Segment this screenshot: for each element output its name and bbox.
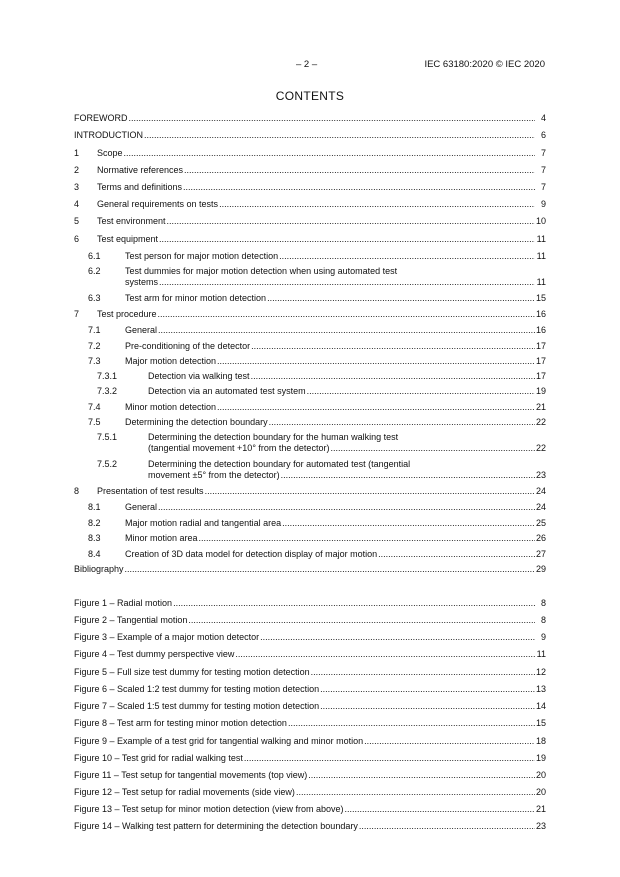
dot-leader [267, 293, 535, 304]
toc-entry[interactable] [74, 216, 546, 227]
dot-leader [158, 309, 535, 320]
dot-leader [183, 182, 535, 193]
toc-line [74, 615, 546, 626]
entry-page: 17 [535, 371, 546, 381]
entry-title: Detection via walking test [148, 371, 250, 381]
toc-entry[interactable] [74, 518, 546, 529]
entry-title: Figure 13 – Test setup for minor motion detection (view from above) [74, 804, 344, 814]
entry-page: 25 [535, 518, 546, 528]
toc-entry[interactable] [74, 251, 546, 262]
entry-title: Figure 1 – Radial motion [74, 598, 173, 608]
dot-leader [307, 386, 535, 397]
entry-title: Figure 8 – Test arm for testing minor motion detection [74, 718, 287, 728]
dot-leader [124, 148, 535, 159]
page-header [0, 59, 620, 73]
toc-entry[interactable] [74, 113, 546, 124]
dot-leader [159, 234, 535, 245]
toc-entry[interactable] [74, 325, 546, 336]
entry-page: 22 [535, 443, 546, 453]
toc-line [74, 417, 546, 428]
entry-number: 7.5.1 [97, 432, 118, 442]
toc-line [74, 502, 546, 513]
entry-title: Test environment [97, 216, 166, 226]
entry-title: Figure 2 – Tangential motion [74, 615, 188, 625]
entry-page: 8 [540, 615, 546, 625]
entry-title: Figure 12 – Test setup for radial movements (side view) [74, 787, 295, 797]
figure-entry[interactable] [74, 804, 546, 815]
entry-page: 23 [535, 821, 546, 831]
entry-title: Determining the detection boundary [125, 417, 268, 427]
figure-entry[interactable] [74, 649, 546, 660]
entry-title: (tangential movement +10° from the detector) [148, 443, 330, 453]
dot-leader [158, 502, 535, 513]
figure-entry[interactable] [74, 598, 546, 609]
toc-line [74, 533, 546, 544]
entry-page: 16 [535, 325, 546, 335]
toc-entry[interactable] [74, 199, 546, 210]
dot-leader [320, 701, 535, 712]
dot-leader [167, 216, 535, 227]
dot-leader [269, 417, 535, 428]
dot-leader [205, 486, 535, 497]
dot-leader [320, 684, 535, 695]
entry-number: 6.3 [88, 293, 101, 303]
entry-title: Test equipment [97, 234, 159, 244]
entry-number: 7.3 [88, 356, 101, 366]
toc-line [74, 216, 546, 227]
entry-page: 16 [535, 309, 546, 319]
dot-leader [173, 598, 535, 609]
toc-entry[interactable] [74, 266, 546, 288]
toc-entry[interactable] [74, 533, 546, 544]
toc-line [74, 821, 546, 832]
entry-page: 13 [535, 684, 546, 694]
figure-entry[interactable] [74, 753, 546, 764]
entry-page: 17 [535, 341, 546, 351]
figure-entry[interactable] [74, 701, 546, 712]
entry-title: Figure 4 – Test dummy perspective view [74, 649, 235, 659]
toc-line [74, 148, 546, 159]
toc-line [74, 753, 546, 764]
entry-page: 6 [540, 130, 546, 140]
toc-entry[interactable] [74, 417, 546, 428]
entry-number: 6.1 [88, 251, 101, 261]
entry-page: 18 [535, 736, 546, 746]
document-reference: IEC 63180:2020 © IEC 2020 [424, 59, 545, 70]
toc-line [74, 356, 546, 367]
toc-entry[interactable] [74, 432, 546, 454]
entry-title: General requirements on tests [97, 199, 219, 209]
toc-line [74, 736, 546, 747]
dot-leader [217, 356, 535, 367]
entry-title: Test person for major motion detection [125, 251, 279, 261]
toc-entry[interactable] [74, 130, 546, 141]
toc-line [74, 432, 546, 443]
entry-title: General [125, 502, 158, 512]
dot-leader [184, 165, 535, 176]
toc-entry[interactable] [74, 356, 546, 367]
toc-line [74, 598, 546, 609]
toc-entry[interactable] [74, 182, 546, 193]
dot-leader [129, 113, 536, 124]
dot-leader [159, 277, 535, 288]
toc-line [74, 632, 546, 643]
entry-number: 8.2 [88, 518, 101, 528]
dot-leader [188, 615, 535, 626]
dot-leader [244, 753, 535, 764]
figure-entry[interactable] [74, 736, 546, 747]
entry-page: 27 [535, 549, 546, 559]
figure-entry[interactable] [74, 821, 546, 832]
toc-line [74, 371, 546, 382]
dot-leader [378, 549, 535, 560]
figure-entry[interactable] [74, 770, 546, 781]
entry-page: 11 [536, 234, 546, 244]
dot-leader [251, 371, 535, 382]
entry-title: Figure 5 – Full size test dummy for testing motion detection [74, 667, 310, 677]
dot-leader [251, 341, 535, 352]
entry-page: 21 [535, 804, 546, 814]
entry-title: Test procedure [97, 309, 157, 319]
toc-line [74, 130, 546, 141]
entry-page: 8 [540, 598, 546, 608]
toc-entry[interactable] [74, 402, 546, 413]
toc-line [74, 182, 546, 193]
toc-entry[interactable] [74, 309, 546, 320]
dot-leader [308, 770, 535, 781]
entry-title: Test dummies for major motion detection when using automated test [125, 266, 398, 276]
entry-number: 8.3 [88, 533, 101, 543]
entry-title: Figure 10 – Test grid for radial walking test [74, 753, 243, 763]
entry-number: 6.2 [88, 266, 101, 276]
dot-leader [311, 667, 535, 678]
entry-title: movement ±5° from the detector) [148, 470, 280, 480]
page-number: – 2 – [296, 59, 318, 70]
entry-title: Presentation of test results [97, 486, 204, 496]
entry-title: Detection via an automated test system [148, 386, 306, 396]
entry-number: 7.3.1 [97, 371, 118, 381]
entry-title: Pre-conditioning of the detector [125, 341, 251, 351]
entry-title: Determining the detection boundary for the human walking test [148, 432, 399, 442]
toc-entry[interactable] [74, 293, 546, 304]
dot-leader [217, 402, 535, 413]
entry-number: 8.1 [88, 502, 101, 512]
toc-line [74, 470, 546, 481]
toc-entry[interactable] [74, 549, 546, 560]
entry-number: 2 [74, 165, 80, 175]
entry-title: Bibliography [74, 564, 124, 574]
entry-page: 15 [535, 293, 546, 303]
toc-entry[interactable] [74, 564, 546, 575]
dot-leader [235, 649, 535, 660]
figure-entry[interactable] [74, 632, 546, 643]
entry-title: systems [125, 277, 159, 287]
entry-title: Creation of 3D data model for detection display of major motion [125, 549, 378, 559]
toc-line [74, 549, 546, 560]
toc-line [74, 234, 546, 245]
entry-page: 19 [535, 753, 546, 763]
entry-page: 20 [535, 770, 546, 780]
dot-leader [364, 736, 535, 747]
entry-title: Minor motion detection [125, 402, 217, 412]
toc-line [74, 564, 546, 575]
entry-page: 11 [536, 277, 546, 287]
entry-page: 11 [536, 251, 546, 261]
dot-leader [219, 199, 535, 210]
entry-title: Major motion radial and tangential area [125, 518, 282, 528]
entry-number: 8.4 [88, 549, 101, 559]
entry-page: 23 [535, 470, 546, 480]
toc-entry[interactable] [74, 371, 546, 382]
figure-entry[interactable] [74, 684, 546, 695]
entry-page: 20 [535, 787, 546, 797]
entry-title: Figure 6 – Scaled 1:2 test dummy for testing motion detection [74, 684, 320, 694]
entry-page: 7 [540, 182, 546, 192]
toc-line [74, 459, 546, 470]
toc-line [74, 309, 546, 320]
dot-leader [158, 325, 535, 336]
dot-leader [125, 564, 535, 575]
entry-number: 8 [74, 486, 80, 496]
dot-leader [344, 804, 535, 815]
toc-entry[interactable] [74, 341, 546, 352]
entry-title: Figure 7 – Scaled 1:5 test dummy for testing motion detection [74, 701, 320, 711]
toc-line [74, 667, 546, 678]
toc-line [74, 199, 546, 210]
entry-title: Scope [97, 148, 123, 158]
toc-line [74, 486, 546, 497]
entry-page: 19 [535, 386, 546, 396]
toc-entry[interactable] [74, 386, 546, 397]
toc-line [74, 165, 546, 176]
toc-line [74, 518, 546, 529]
toc-entry[interactable] [74, 165, 546, 176]
toc-line [74, 293, 546, 304]
toc-line [74, 266, 546, 277]
entry-page: 17 [535, 356, 546, 366]
figure-entry[interactable] [74, 787, 546, 798]
entry-title: General [125, 325, 158, 335]
toc-line [74, 701, 546, 712]
toc-line [74, 649, 546, 660]
entry-number: 7.1 [88, 325, 101, 335]
toc-entry[interactable] [74, 486, 546, 497]
entry-title: INTRODUCTION [74, 130, 143, 140]
toc-line [74, 443, 546, 454]
entry-number: 7.5 [88, 417, 101, 427]
entry-title: Figure 14 – Walking test pattern for determining the detection boundary [74, 821, 358, 831]
entry-number: 6 [74, 234, 80, 244]
entry-title: Terms and definitions [97, 182, 183, 192]
entry-page: 10 [535, 216, 546, 226]
entry-page: 11 [536, 649, 546, 659]
dot-leader [144, 130, 535, 141]
entry-title: FOREWORD [74, 113, 128, 123]
entry-page: 7 [540, 165, 546, 175]
dot-leader [199, 533, 535, 544]
entry-title: Figure 3 – Example of a major motion detector [74, 632, 260, 642]
dot-leader [330, 443, 535, 454]
entry-number: 7.2 [88, 341, 101, 351]
toc-entry[interactable] [74, 502, 546, 513]
entry-number: 3 [74, 182, 80, 192]
figure-entry[interactable] [74, 718, 546, 729]
entry-page: 12 [535, 667, 546, 677]
entry-page: 14 [535, 701, 546, 711]
entry-number: 5 [74, 216, 80, 226]
dot-leader [260, 632, 535, 643]
dot-leader [296, 787, 535, 798]
figure-entry[interactable] [74, 667, 546, 678]
entry-page: 9 [540, 632, 546, 642]
entry-title: Normative references [97, 165, 184, 175]
dot-leader [281, 470, 535, 481]
entry-page: 24 [535, 502, 546, 512]
dot-leader [288, 718, 535, 729]
entry-page: 22 [535, 417, 546, 427]
entry-title: Test arm for minor motion detection [125, 293, 267, 303]
entry-page: 9 [540, 199, 546, 209]
entry-page: 4 [540, 113, 546, 123]
entry-number: 7.3.2 [97, 386, 118, 396]
toc-line [74, 113, 546, 124]
toc-line [74, 341, 546, 352]
entry-number: 7 [74, 309, 80, 319]
toc-line [74, 325, 546, 336]
toc-entry[interactable] [74, 148, 546, 159]
entry-page: 26 [535, 533, 546, 543]
entry-page: 24 [535, 486, 546, 496]
entry-title: Minor motion area [125, 533, 198, 543]
contents-title: CONTENTS [275, 89, 345, 103]
entry-page: 21 [535, 402, 546, 412]
toc-line [74, 386, 546, 397]
toc-line [74, 804, 546, 815]
entry-title: Figure 9 – Example of a test grid for tangential walking and minor motion [74, 736, 364, 746]
entry-number: 1 [74, 148, 80, 158]
entry-title: Figure 11 – Test setup for tangential movements (top view) [74, 770, 308, 780]
toc-line [74, 251, 546, 262]
dot-leader [359, 821, 535, 832]
toc-line [74, 277, 546, 288]
toc-line [74, 787, 546, 798]
entry-title: Determining the detection boundary for automated test (tangential [148, 459, 411, 469]
dot-leader [279, 251, 535, 262]
dot-leader [282, 518, 535, 529]
entry-page: 15 [535, 718, 546, 728]
toc-line [74, 684, 546, 695]
entry-page: 7 [540, 148, 546, 158]
entry-number: 4 [74, 199, 80, 209]
toc-line [74, 770, 546, 781]
entry-page: 29 [535, 564, 546, 574]
toc-line [74, 718, 546, 729]
figure-entry[interactable] [74, 615, 546, 626]
entry-number: 7.4 [88, 402, 101, 412]
entry-title: Major motion detection [125, 356, 217, 366]
toc-line [74, 402, 546, 413]
toc-entry[interactable] [74, 459, 546, 481]
toc-entry[interactable] [74, 234, 546, 245]
entry-number: 7.5.2 [97, 459, 118, 469]
